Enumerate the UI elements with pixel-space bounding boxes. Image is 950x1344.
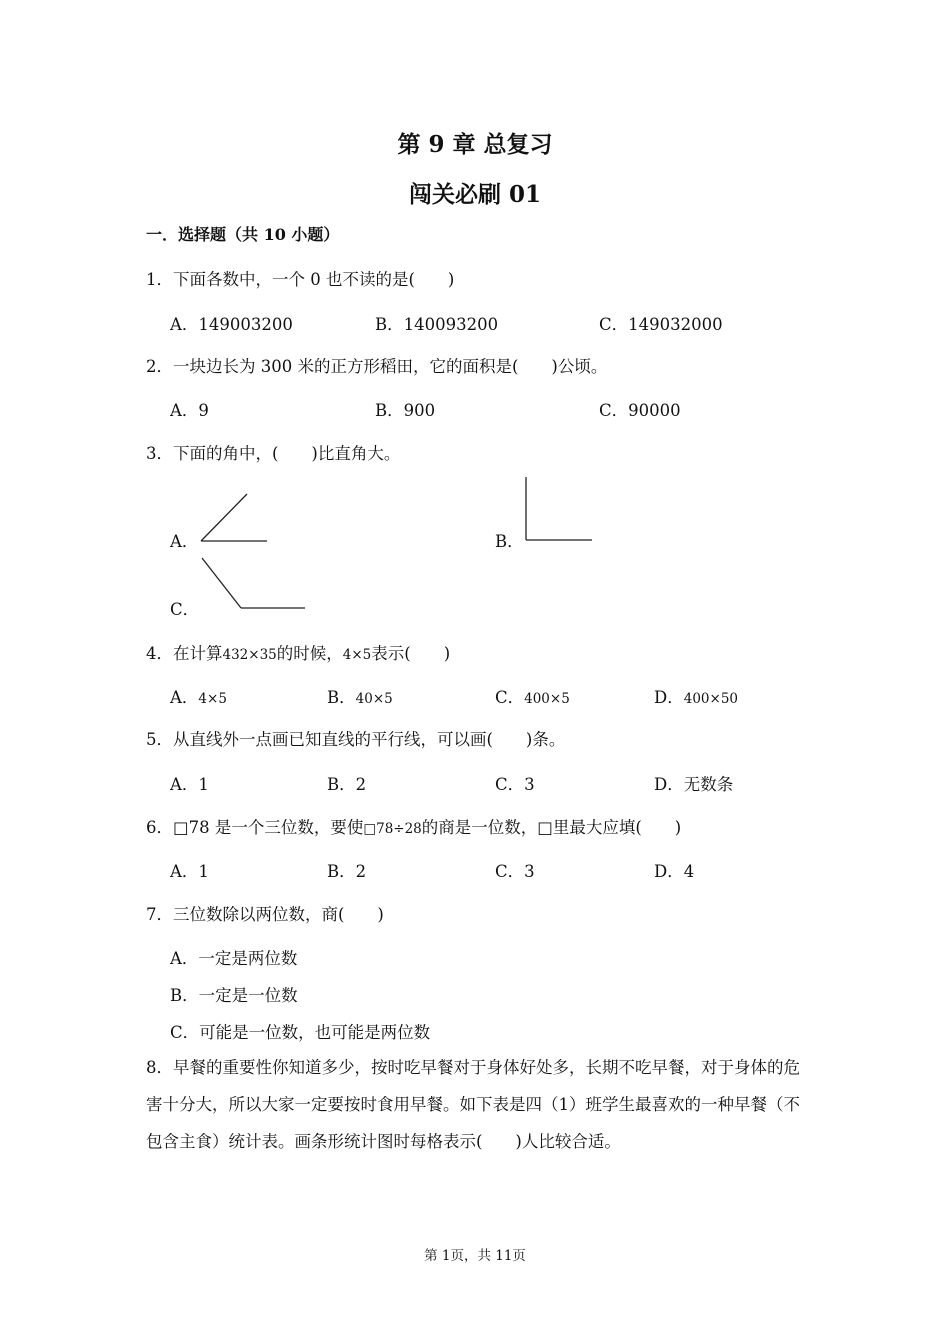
q6-option-a[interactable]: A．1: [170, 862, 209, 881]
question-6: [146, 814, 681, 838]
q3-option-b[interactable]: B．: [495, 532, 524, 551]
q3-option-a[interactable]: A．: [170, 532, 199, 551]
math-expression: 400×50: [683, 691, 738, 707]
q2-option-b[interactable]: B．900: [375, 401, 436, 420]
q7-option-b[interactable]: B．一定是一位数: [170, 986, 298, 1005]
question-2: [146, 353, 607, 377]
q3-option-c[interactable]: C．: [170, 600, 200, 619]
q4-option-c[interactable]: [495, 684, 570, 708]
math-expression: 4×5: [342, 647, 372, 663]
q6-option-b[interactable]: B．2: [327, 862, 367, 881]
question-text: 从直线外一点画已知直线的平行线，可以画( )条。: [173, 730, 566, 749]
question-number: 5．: [146, 730, 173, 749]
math-expression: 4×5: [198, 691, 227, 707]
question-text: 一块边长为 300 米的正方形稻田，它的面积是( )公顷。: [173, 357, 608, 376]
option-label: C．: [495, 688, 525, 707]
chapter-title: 第 9 章 总复习: [397, 131, 553, 158]
question-text: 下面各数中，一个 0 也不读的是( ): [173, 270, 455, 289]
section-heading: 一．选择题（共 10 小题）: [146, 225, 340, 244]
q4-option-b[interactable]: [327, 684, 393, 708]
question-5: [146, 726, 565, 750]
question-text: 在计算: [173, 644, 223, 663]
question-number: 4．: [146, 644, 173, 663]
question-text: 下面的角中，( )比直角大。: [173, 444, 401, 463]
q5-option-a[interactable]: A．1: [170, 775, 209, 794]
angle-ray: [202, 558, 241, 608]
option-label: D．: [654, 688, 684, 707]
right-angle-figure: [520, 472, 600, 547]
question-text: 三位数除以两位数，商( ): [173, 905, 384, 924]
q5-option-b[interactable]: B．2: [327, 775, 367, 794]
question-number: 1．: [146, 270, 173, 289]
q6-option-c[interactable]: C．3: [495, 862, 535, 881]
acute-angle-figure: [195, 488, 275, 548]
q2-option-a[interactable]: A．9: [170, 401, 209, 420]
question-1: [146, 266, 454, 290]
option-label: A．: [170, 688, 199, 707]
question-number: 7．: [146, 905, 173, 924]
q5-option-c[interactable]: C．3: [495, 775, 535, 794]
math-expression: 432×35: [222, 647, 277, 663]
question-text: □78 是一个三位数，要使: [173, 818, 364, 837]
question-number: 2．: [146, 357, 173, 376]
question-text: 早餐的重要性你知道多少，按时吃早餐对于身体好处多，长期不吃早餐，对于身体的危害十分大，所以大家一定要按时食用早餐。如下表是四（1）班学生最喜欢的一种早餐（不包含主食）统计表。画条形统计图时每格表示( )人比较合适。: [146, 1058, 800, 1151]
question-8: [146, 1049, 808, 1160]
page-footer: 第 1页，共 11页: [424, 1248, 526, 1264]
math-expression: □78÷28: [363, 821, 422, 837]
obtuse-angle-figure: [195, 552, 310, 614]
q1-option-c[interactable]: C．149032000: [599, 315, 723, 334]
math-expression: 400×5: [524, 691, 570, 707]
q7-option-a[interactable]: A．一定是两位数: [170, 949, 298, 968]
q6-option-d[interactable]: D．4: [654, 862, 695, 881]
question-7: [146, 901, 384, 925]
option-label: B．: [327, 688, 356, 707]
q5-option-d[interactable]: D．无数条: [654, 775, 734, 794]
angle-ray: [201, 494, 247, 541]
document-subtitle: 闯关必刷 01: [408, 181, 541, 208]
question-number: 6．: [146, 818, 173, 837]
question-number: 8．: [146, 1058, 173, 1077]
q4-option-d[interactable]: [654, 684, 738, 708]
q7-option-c[interactable]: C．可能是一位数，也可能是两位数: [170, 1023, 431, 1042]
question-3: [146, 440, 400, 464]
q4-option-a[interactable]: [170, 684, 227, 708]
question-4: [146, 640, 450, 664]
q1-option-a[interactable]: A．149003200: [170, 315, 293, 334]
q2-option-c[interactable]: C．90000: [599, 401, 681, 420]
question-number: 3．: [146, 444, 173, 463]
q1-option-b[interactable]: B．140093200: [375, 315, 499, 334]
question-text: 的商是一位数，□里最大应填( ): [421, 818, 682, 837]
question-text: 的时候，: [276, 644, 343, 663]
question-text: 表示( ): [371, 644, 451, 663]
math-expression: 40×5: [355, 691, 393, 707]
